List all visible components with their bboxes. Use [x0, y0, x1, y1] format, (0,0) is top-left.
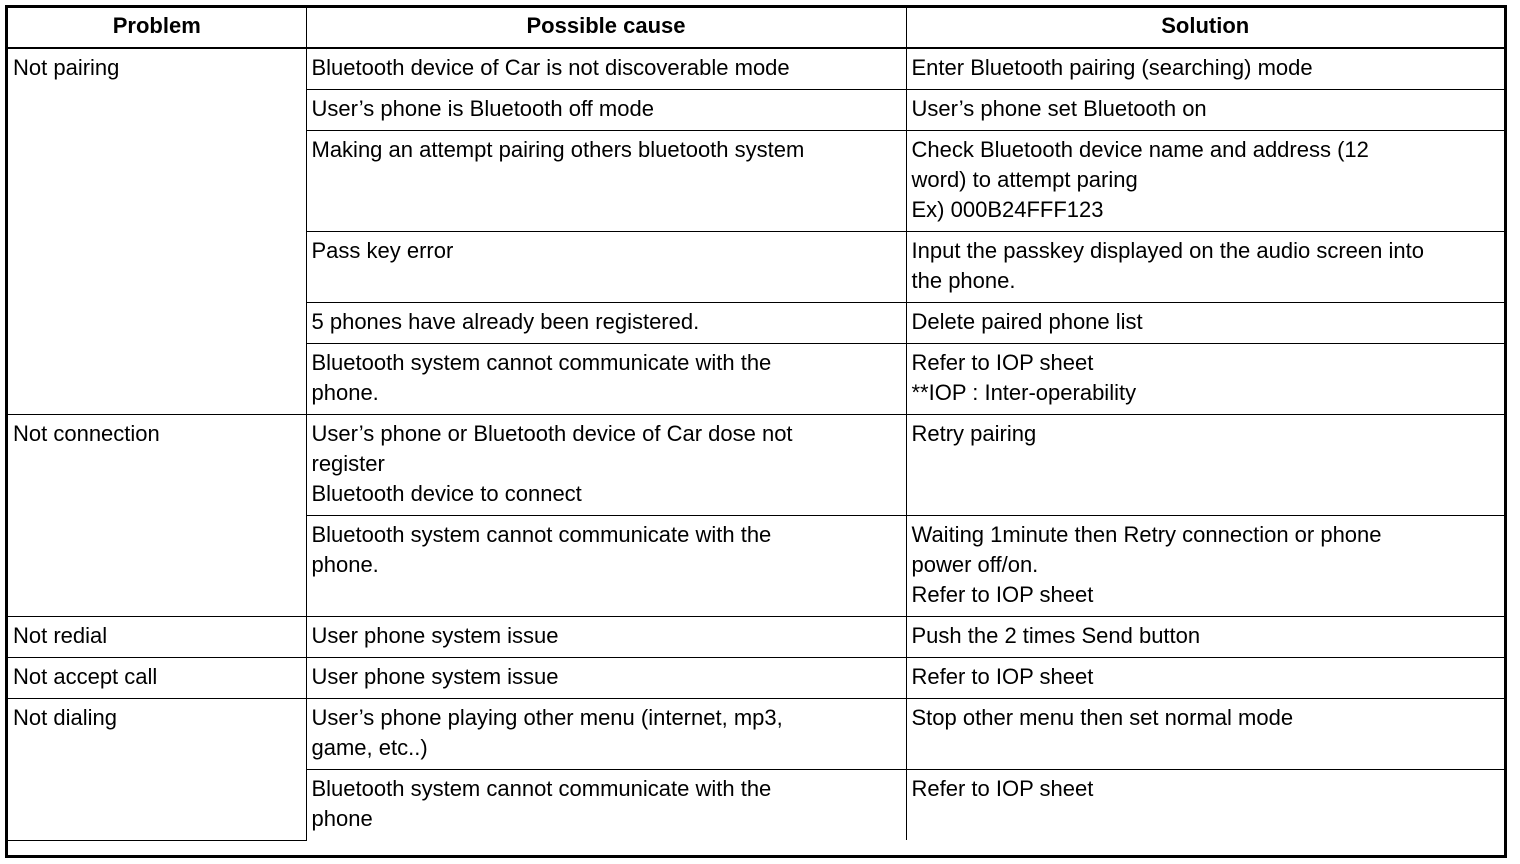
solution-cell: User’s phone set Bluetooth on — [906, 90, 1504, 131]
solution-cell: Waiting 1minute then Retry connection or phone power off/on. Refer to IOP sheet — [906, 516, 1504, 617]
cause-cell: Pass key error — [306, 232, 906, 303]
troubleshooting-table-frame — [5, 5, 1507, 858]
problem-cell: Not connection — [8, 415, 306, 617]
solution-cell: Refer to IOP sheet **IOP : Inter-operability — [906, 344, 1504, 415]
cause-cell: User’s phone is Bluetooth off mode — [306, 90, 906, 131]
header-solution: Solution — [906, 8, 1504, 48]
table-row — [8, 658, 1504, 699]
solution-cell: Input the passkey displayed on the audio screen into the phone. — [906, 232, 1504, 303]
problem-cell: Not redial — [8, 617, 306, 658]
cause-cell: Bluetooth device of Car is not discoverable mode — [306, 48, 906, 90]
problem-cell: Not accept call — [8, 658, 306, 699]
header-possible-cause: Possible cause — [306, 8, 906, 48]
table-row — [8, 699, 1504, 770]
solution-cell: Stop other menu then set normal mode — [906, 699, 1504, 770]
table-body — [8, 48, 1504, 840]
solution-cell: Check Bluetooth device name and address (12 word) to attempt paring Ex) 000B24FFF123 — [906, 131, 1504, 232]
table-header — [8, 8, 1504, 48]
solution-cell: Refer to IOP sheet — [906, 770, 1504, 841]
troubleshooting-table — [8, 8, 1504, 841]
solution-cell: Refer to IOP sheet — [906, 658, 1504, 699]
cause-cell: 5 phones have already been registered. — [306, 303, 906, 344]
solution-cell: Enter Bluetooth pairing (searching) mode — [906, 48, 1504, 90]
solution-cell: Push the 2 times Send button — [906, 617, 1504, 658]
cause-cell: User phone system issue — [306, 617, 906, 658]
cause-cell: Making an attempt pairing others bluetooth system — [306, 131, 906, 232]
problem-cell: Not dialing — [8, 699, 306, 841]
solution-cell: Delete paired phone list — [906, 303, 1504, 344]
cause-cell: Bluetooth system cannot communicate with the phone. — [306, 516, 906, 617]
solution-cell: Retry pairing — [906, 415, 1504, 516]
problem-cell: Not pairing — [8, 48, 306, 415]
table-row — [8, 48, 1504, 90]
table-row — [8, 415, 1504, 516]
cause-cell: User phone system issue — [306, 658, 906, 699]
cause-cell: User’s phone playing other menu (internet, mp3, game, etc..) — [306, 699, 906, 770]
table-row — [8, 617, 1504, 658]
cause-cell: Bluetooth system cannot communicate with the phone — [306, 770, 906, 841]
cause-cell: User’s phone or Bluetooth device of Car dose not register Bluetooth device to connect — [306, 415, 906, 516]
header-problem: Problem — [8, 8, 306, 48]
cause-cell: Bluetooth system cannot communicate with the phone. — [306, 344, 906, 415]
header-row — [8, 8, 1504, 48]
